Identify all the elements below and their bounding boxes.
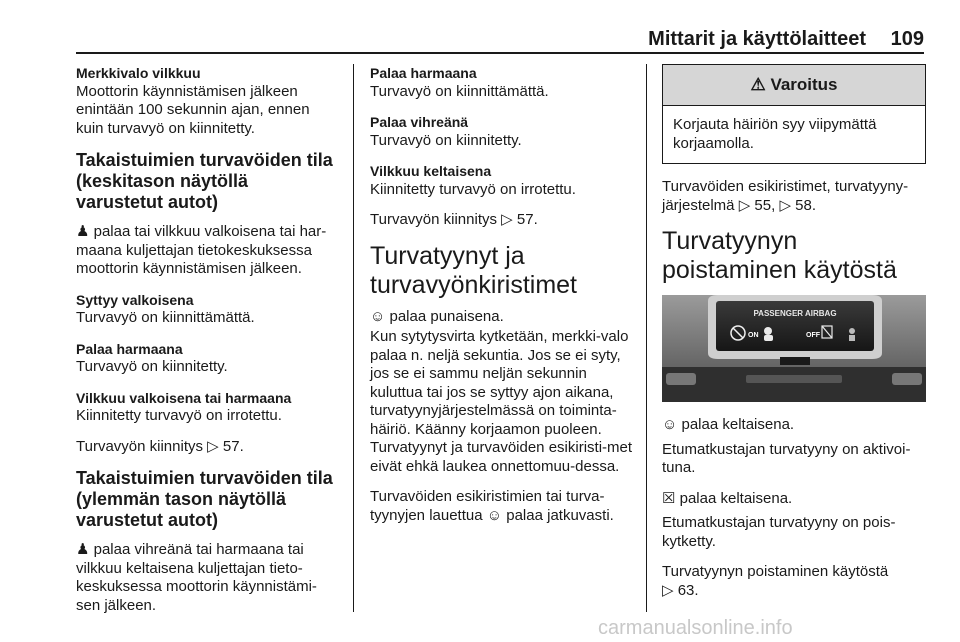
section-heading: Vilkkuu keltaisena xyxy=(370,163,492,179)
warning-box xyxy=(662,64,926,164)
page-reference-arrow-icon: ▷ xyxy=(779,196,791,214)
paragraph: ☺ palaa punaisena. xyxy=(370,307,504,325)
page-header xyxy=(76,28,924,52)
airbag-on-icon: ☺ xyxy=(662,416,678,433)
warning-header: ⚠ Varoitus xyxy=(663,65,925,106)
cross-reference[interactable]: Turvavyön kiinnitys ▷ 57. xyxy=(370,211,538,228)
section-heading: Syttyy valkoisena xyxy=(76,291,194,308)
watermark: carmanualsonline.info xyxy=(598,617,793,639)
header-rule xyxy=(76,52,924,54)
airbag-off-icon: ☒ xyxy=(662,489,676,507)
section-heading: Palaa harmaana xyxy=(76,340,183,357)
airbag-icon: ☺ xyxy=(370,307,386,325)
paragraph: ♟ palaa tai vilkkuu valkoisena tai har-maana kuljettajan tietokeskuksessa moottorin käynnistämisen jälkeen. xyxy=(76,223,327,277)
section-title: Turvatyynyn poistaminen käytöstä xyxy=(662,227,897,284)
column-right xyxy=(662,64,926,612)
page-reference-arrow-icon: ▷ xyxy=(501,211,513,228)
section-heading: Merkkivalo vilkkuu xyxy=(76,65,201,81)
paragraph: Kiinnitetty turvavyö on irrotettu. xyxy=(370,180,576,198)
seatbelt-person-icon xyxy=(849,328,855,334)
section-title: Turvatyynyt ja turvavyönkiristimet xyxy=(370,241,577,299)
paragraph: Turvavyö on kiinnittämättä. xyxy=(370,82,549,100)
column-divider xyxy=(353,64,354,612)
column-divider xyxy=(646,64,647,612)
page-reference-arrow-icon: ▷ xyxy=(207,437,219,455)
photo-on-label: ON xyxy=(748,332,759,339)
photo-label: PASSENGER AIRBAG xyxy=(753,309,837,318)
paragraph: ♟ palaa vihreänä tai harmaana tai vilkkuu keltaisena kuljettajan tieto-keskuksessa moottorin käynnistämi-sen jälkeen. xyxy=(76,541,317,614)
seatbelt-person-icon: ♟ xyxy=(76,223,90,240)
section-heading: Vilkkuu valkoisena tai harmaana xyxy=(76,389,292,406)
column-middle xyxy=(370,64,634,537)
cross-reference[interactable]: Turvavöiden esikiristimet, turvatyyny-järjestelmä ▷ 55, ▷ 58. xyxy=(662,178,909,214)
paragraph: Turvavöiden esikiristimien tai turva-tyynyjen lauettua ☺ palaa jatkuvasti. xyxy=(370,488,614,524)
cross-reference[interactable]: Turvatyynyn poistaminen käytöstä ▷ 63. xyxy=(662,563,889,599)
paragraph: Kiinnitetty turvavyö on irrotettu. xyxy=(76,407,282,424)
paragraph: Turvavyö on kiinnitetty. xyxy=(76,358,228,375)
chapter-title: Mittarit ja käyttölaitteet xyxy=(648,28,866,50)
airbag-indicator-photo xyxy=(662,295,926,402)
section-title: Takaistuimien turvavöiden tila (keskitason näytöllä varustetut autot) xyxy=(76,150,333,212)
page-reference-arrow-icon: ▷ xyxy=(738,196,751,214)
paragraph: ☺ palaa keltaisena. xyxy=(662,416,795,433)
section-heading: Palaa vihreänä xyxy=(370,114,469,130)
paragraph: Kun sytytysvirta kytketään, merkki-valo palaa n. neljä sekuntia. Jos se ei syty, jos se ei sammu neljän sekunnin kuluttua tai jos se syttyy ajon aikana, turvatyynyjärjestelmässä on toiminta-häiriö. Käänny korjaamon puoleen. Turvatyynyt ja turvavöiden esikiristi-met eivät ehkä laukea onnettomuu-dessa. xyxy=(370,328,633,475)
page-reference-arrow-icon: ▷ xyxy=(662,581,674,599)
airbag-on-icon xyxy=(764,327,772,335)
cross-reference[interactable]: Turvavyön kiinnitys ▷ 57. xyxy=(76,437,244,455)
page-number: 109 xyxy=(890,28,924,50)
paragraph: ☒ palaa keltaisena. xyxy=(662,489,793,507)
section-title: Takaistuimien turvavöiden tila (ylemmän tason näytöllä varustetut autot) xyxy=(76,468,333,530)
paragraph: Turvavyö on kiinnitetty. xyxy=(370,131,522,149)
warning-triangle-icon: ⚠ xyxy=(750,74,766,94)
paragraph: Etumatkustajan turvatyyny on aktivoi-tuna. xyxy=(662,440,911,476)
column-left xyxy=(76,64,338,627)
airbag-icon: ☺ xyxy=(486,506,503,524)
photo-off-label: OFF xyxy=(806,332,820,339)
section-heading: Palaa harmaana xyxy=(370,65,477,81)
paragraph: Turvavyö on kiinnittämättä. xyxy=(76,309,255,326)
paragraph: Etumatkustajan turvatyyny on pois-kytketty. xyxy=(662,514,896,550)
paragraph: Moottorin käynnistämisen jälkeen enintään 100 sekunnin ajan, ennen kuin turvavyö on kiinnitetty. xyxy=(76,82,310,137)
seatbelt-person-icon: ♟ xyxy=(76,541,90,558)
warning-text: Korjauta häiriön syy viipymättä korjaamolla. xyxy=(673,116,877,152)
